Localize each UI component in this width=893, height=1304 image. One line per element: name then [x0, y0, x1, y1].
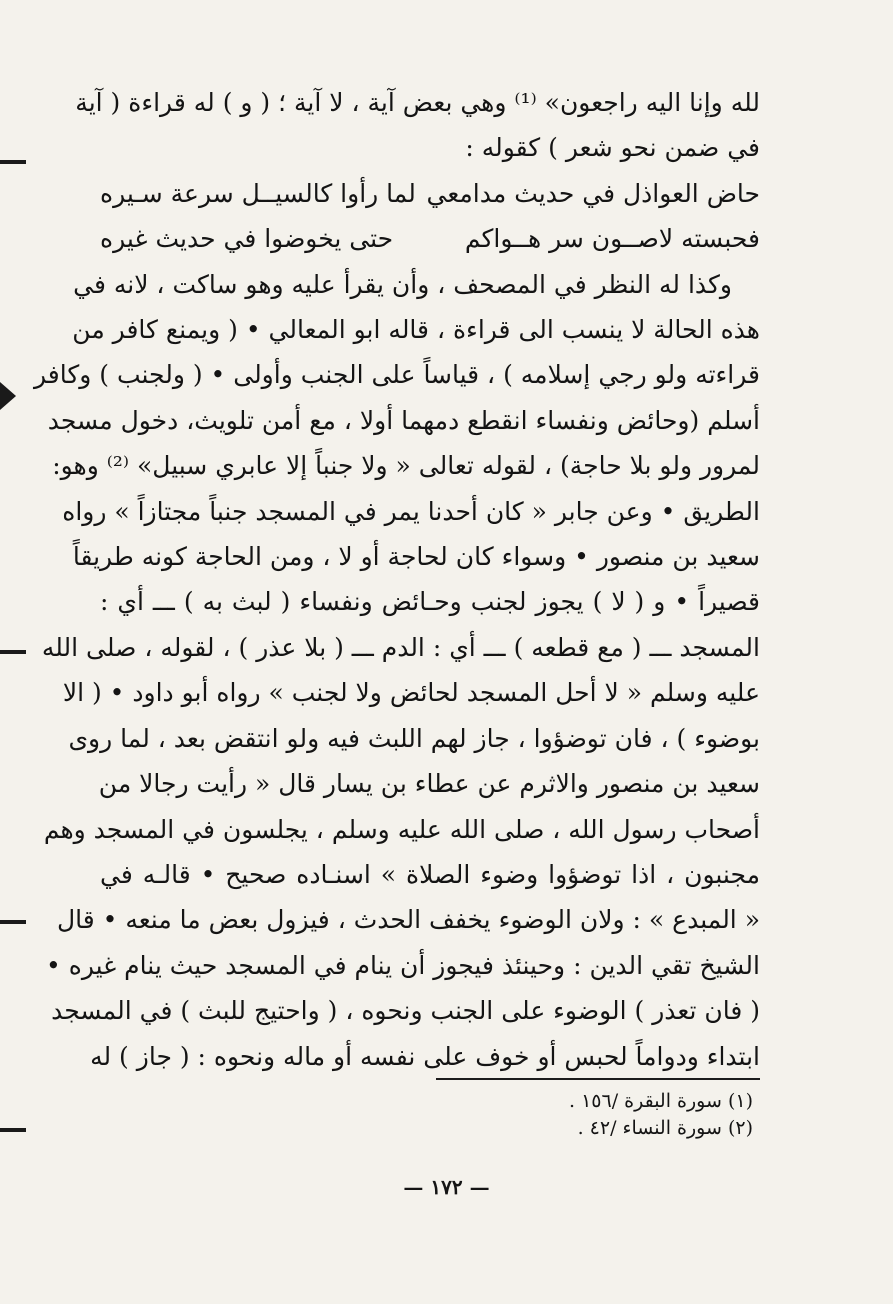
poem-hemistich: حتى يخوضوا في حديث غيره [100, 224, 394, 254]
main-text [33, 80, 760, 1079]
footnote-2: (٢) سورة النساء /٤٢ . [577, 1117, 753, 1139]
footnotes [569, 1088, 753, 1142]
text-line: الشيخ تقي الدين : وحينئذ فيجوز أن ينام في المسجد حيث ينام غيره • [46, 950, 760, 980]
text-line: أصحاب رسول الله ، صلى الله عليه وسلم ، يجلسون في المسجد وهم [43, 814, 760, 844]
poem-hemistich: فحبسته لاصــون سر هــواكم [464, 224, 760, 254]
poem-verse [100, 216, 760, 261]
margin-mark [0, 920, 26, 924]
poem-hemistich: حاض العواذل في حديث مدامعي [426, 178, 760, 208]
text-line: سعيد بن منصور والاثرم عن عطاء بن يسار قال « رأيت رجالا من [98, 769, 760, 799]
text-line: سعيد بن منصور • وسواء كان لحاجة أو لا ، ومن الحاجة كونه طريقاً [72, 542, 760, 572]
text-line: لمرور ولو بلا حاجة) ، لقوله تعالى « ولا جنباً إلا عابري سبيل» ⁽²⁾ وهو: [52, 451, 760, 481]
text-line: قراءته ولو رجي إسلامه ) ، قياساً على الجنب وأولى • ( ولجنب ) وكافر [33, 360, 760, 390]
text-line: « المبدع » : ولان الوضوء يخفف الحدث ، فيزول بعض ما منعه • قال [56, 905, 760, 935]
text-line: هذه الحالة لا ينسب الى قراءة ، قاله ابو المعالي • ( ويمنع كافر من [72, 315, 760, 345]
text-line: ابتداء ودواماً لحبس أو خوف على نفسه أو ماله ونحوه : ( جاز ) له [90, 1041, 760, 1071]
text-line: لله وإنا اليه راجعون» ⁽¹⁾ وهي بعض آية ، لا آية ؛ ( و ) له قراءة ( آية [75, 88, 760, 117]
text-line: المسجد ـــ ( مع قطعه ) ـــ أي : الدم ـــ ( بلا عذر ) ، لقوله ، صلى الله [41, 632, 760, 662]
text-line: قصيراً • و ( لا ) يجوز لجنب وحـائض ونفساء ( لبث به ) ـــ أي : [100, 587, 760, 617]
footnote-1: (١) سورة البقرة /١٥٦ . [568, 1090, 753, 1112]
margin-blot [0, 382, 16, 410]
text-line: عليه وسلم « لا أحل المسجد لحائض ولا لجنب » رواه أبو داود • ( الا [62, 678, 760, 708]
text-line: بوضوء ) ، فان توضؤوا ، جاز لهم اللبث فيه ولو انتقض بعد ، لما روى [68, 723, 760, 753]
poem-hemistich: لما رأوا كالسيــل سرعة سـيره [100, 178, 416, 208]
footnote-separator [436, 1078, 760, 1080]
text-line: مجنبون ، اذا توضؤوا وضوء الصلاة » اسنـاده صحيح • قالـه في [100, 859, 760, 889]
text-line: في ضمن نحو شعر ) كقوله : [465, 133, 760, 163]
margin-mark [0, 1128, 26, 1132]
margin-mark [0, 650, 26, 654]
margin-mark [0, 160, 26, 164]
text-line: ( فان تعذر ) الوضوء على الجنب ونحوه ، ( واحتيج للبث ) في المسجد [51, 996, 760, 1026]
page-number: — ١٧٢ — [403, 1175, 490, 1199]
text-line: الطريق • وعن جابر « كان أحدنا يمر في المسجد جنباً مجتازاً » رواه [62, 496, 760, 526]
text-line: وكذا له النظر في المصحف ، وأن يقرأ عليه وهو ساكت ، لانه في [73, 269, 732, 299]
text-line: أسلم (وحائض ونفساء انقطع دمهما أولا ، مع أمن تلويث، دخول مسجد [47, 405, 760, 435]
poem-verse [100, 171, 760, 216]
